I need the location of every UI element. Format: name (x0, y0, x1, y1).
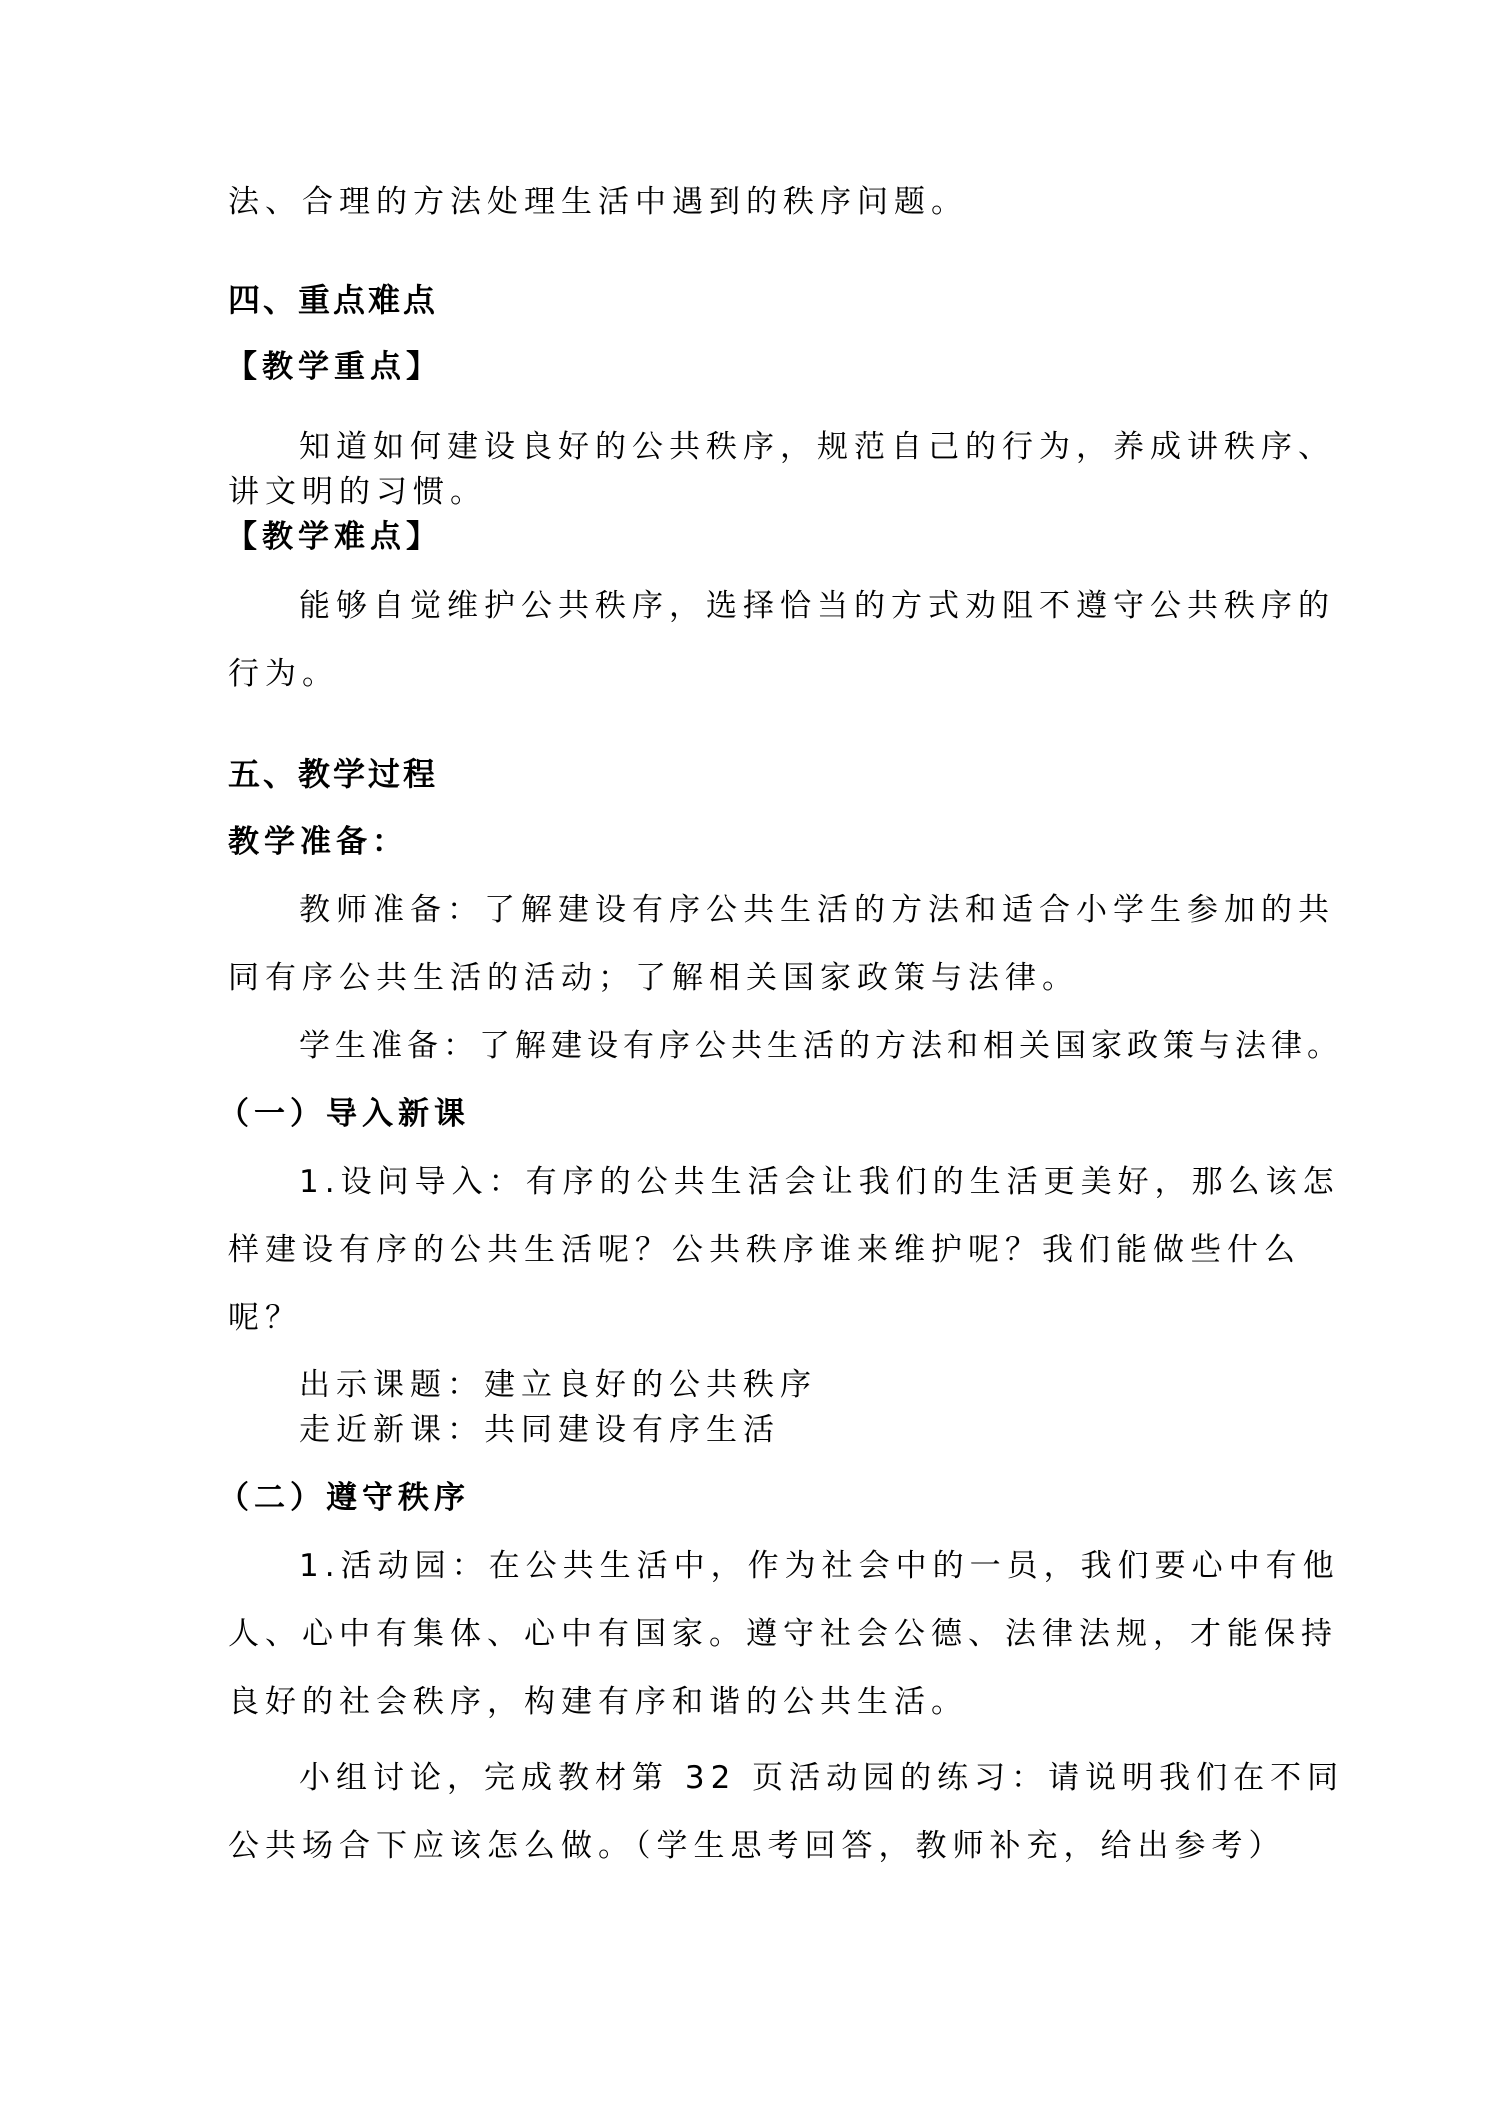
subheading-observe-order: （二）遵守秩序 (218, 1480, 470, 1516)
section-heading-teaching-process: 五、教学过程 (228, 755, 439, 793)
paragraph-line: 同有序公共生活的活动；了解相关国家政策与法律。 (228, 960, 1079, 996)
paragraph-line: 小组讨论，完成教材第 32 页活动园的练习：请说明我们在不同 (299, 1760, 1345, 1796)
subheading-teaching-difficulty: 【教学难点】 (226, 519, 442, 555)
paragraph-line: 知道如何建设良好的公共秩序，规范自己的行为，养成讲秩序、 (299, 429, 1335, 465)
paragraph-line: 法、合理的方法处理生活中遇到的秩序问题。 (228, 184, 968, 220)
subheading-teaching-focus: 【教学重点】 (226, 349, 442, 385)
paragraph-line: 人、心中有集体、心中有国家。遵守社会公德、法律法规，才能保持 (228, 1616, 1338, 1652)
paragraph-line: 行为。 (228, 656, 339, 692)
paragraph-line: 学生准备：了解建设有序公共生活的方法和相关国家政策与法律。 (299, 1028, 1343, 1064)
paragraph-line: 公共场合下应该怎么做。（学生思考回答，教师补充，给出参考） (228, 1828, 1286, 1864)
paragraph-line: 能够自觉维护公共秩序，选择恰当的方式劝阻不遵守公共秩序的 (299, 588, 1335, 624)
paragraph-line: 1.设问导入：有序的公共生活会让我们的生活更美好，那么该怎 (299, 1164, 1340, 1200)
section-heading-key-points: 四、重点难点 (228, 281, 439, 319)
paragraph-line: 讲文明的习惯。 (228, 474, 487, 510)
paragraph-line: 1.活动园：在公共生活中，作为社会中的一员，我们要心中有他 (299, 1548, 1340, 1584)
subheading-introduce-lesson: （一）导入新课 (218, 1096, 470, 1132)
paragraph-line: 样建设有序的公共生活呢？公共秩序谁来维护呢？我们能做些什么 (228, 1232, 1301, 1268)
paragraph-line: 良好的社会秩序，构建有序和谐的公共生活。 (228, 1684, 968, 1720)
paragraph-line: 出示课题：建立良好的公共秩序 (299, 1367, 817, 1403)
paragraph-line: 教师准备：了解建设有序公共生活的方法和适合小学生参加的共 (299, 892, 1335, 928)
paragraph-line: 呢？ (228, 1300, 302, 1336)
subheading-teaching-preparation: 教学准备： (228, 824, 408, 860)
paragraph-line: 走近新课：共同建设有序生活 (299, 1412, 780, 1448)
